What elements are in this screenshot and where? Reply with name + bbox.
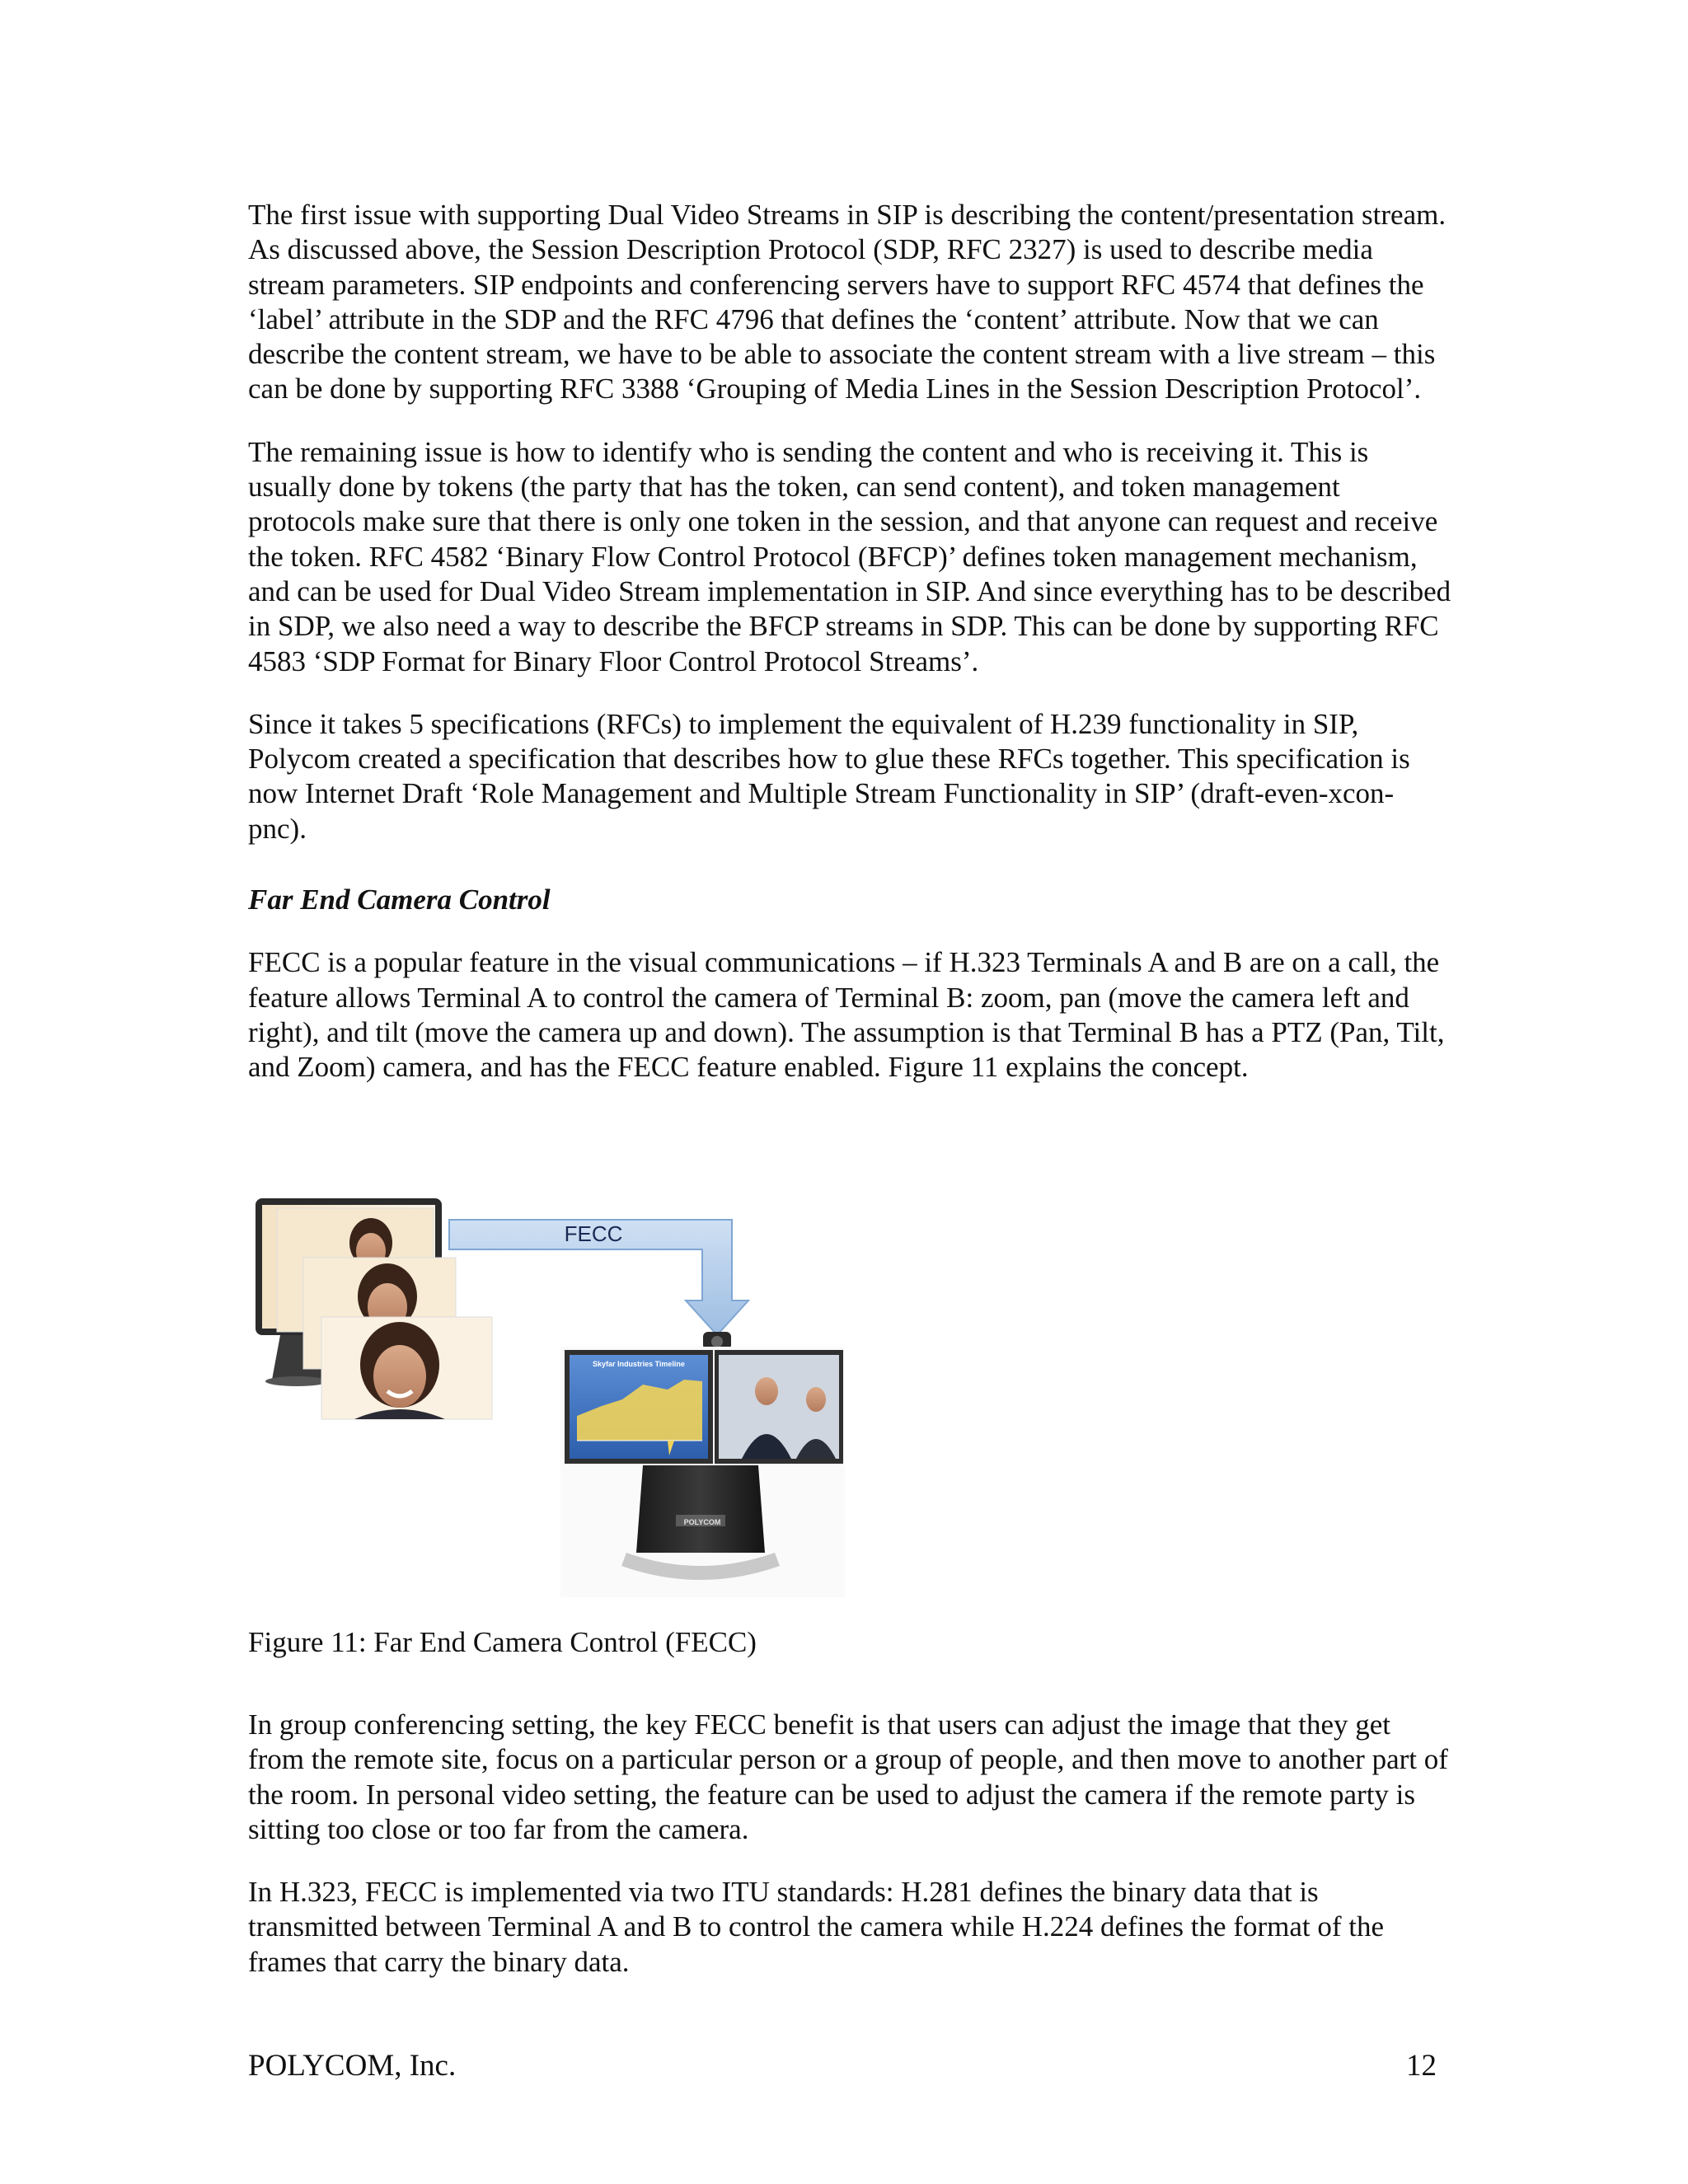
- fecc-figure: [247, 1193, 845, 1597]
- paragraph-polycom-draft: Since it takes 5 specifications (RFCs) to implement the equivalent of H.239 functionality in SIP, Polycom created a specification that describes how to glue these RFCs together. This specification is now Internet Draft ‘Role Management and Multiple Stream Functionality in SIP’ (draft-even-xcon-pnc).: [248, 707, 1410, 845]
- fecc-arrow-label: FECC: [564, 1221, 623, 1246]
- zoom-image-3: [321, 1317, 492, 1419]
- paragraph-fecc-intro: FECC is a popular feature in the visual communications – if H.323 Terminals A and B are on a call, the feature allows Terminal A to control the camera of Terminal B: zoom, pan (move the camera left and right), and tilt (move the camera up and down). The assumption is that Terminal B has a PTZ (Pan, Tilt, and Zoom) camera, and has the FECC feature enabled. Figure 11 explains the concept.: [248, 946, 1445, 1084]
- page-number: 12: [1406, 2049, 1437, 2083]
- paragraph-dual-video-sdp: The first issue with supporting Dual Video Streams in SIP is describing the content/presentation stream. As discussed above, the Session Description Protocol (SDP, RFC 2327) is used to describe media stream parameters. SIP endpoints and conferencing servers have to support RFC 4574 that defines the ‘label’ attribute in the SDP and the RFC 4796 that defines the ‘content’ attribute. Now that we can describe the content stream, we have to be able to associate the content stream with a live stream – this can be done by supporting RFC 3388 ‘Grouping of Media Lines in the Session Description Protocol’.: [248, 199, 1447, 405]
- polycom-logo: POLYCOM: [683, 1518, 721, 1526]
- screen-chart-title: Skyfar Industries Timeline: [593, 1360, 685, 1368]
- paragraph-group-conferencing: In group conferencing setting, the key FECC benefit is that users can adjust the image that they get from the remote site, focus on a particular person or a group of people, and then move to another part of the room. In personal video setting, the feature can be used to adjust the camera if the remote party is sitting too close or too far from the camera.: [248, 1708, 1448, 1845]
- section-heading: Far End Camera Control: [248, 883, 551, 916]
- paragraph-token-management: The remaining issue is how to identify who is sending the content and who is receiving it. This is usually done by tokens (the party that has the token, can send content), and token management protocols make sure that there is only one token in the session, and that anyone can request and receive the token. RFC 4582 ‘Binary Flow Control Protocol (BFCP)’ defines token management mechanism, and can be used for Dual Video Stream implementation in SIP. And since everything has to be described in SDP, we also need a way to describe the BFCP streams in SDP. This can be done by supporting RFC 4583 ‘SDP Format for Binary Floor Control Protocol Streams’.: [248, 435, 1451, 677]
- paragraph-h323-standards: In H.323, FECC is implemented via two ITU standards: H.281 defines the binary data that is transmitted between Terminal A and B to control the camera while H.224 defines the format of the frames that carry the binary data.: [248, 1876, 1385, 1978]
- footer-company: POLYCOM, Inc.: [248, 2049, 457, 2083]
- body-text-bottom: [248, 1708, 1451, 2008]
- figure-caption: Figure 11: Far End Camera Control (FECC): [248, 1626, 757, 1658]
- fecc-arrow: [449, 1220, 748, 1335]
- terminal-b-system: [560, 1347, 845, 1597]
- body-text-top: [248, 198, 1451, 1113]
